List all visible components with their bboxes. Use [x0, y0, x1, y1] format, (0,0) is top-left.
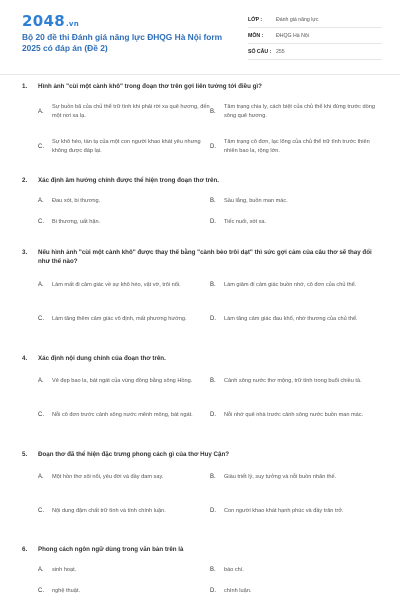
option-text: báo chí.: [224, 567, 244, 573]
answer-option-d[interactable]: [210, 587, 382, 596]
option-letter: D.: [210, 143, 216, 150]
option-letter: D.: [210, 219, 216, 226]
question-text: Xác định âm hưởng chính được thể hiện trong đoạn thơ trên.: [38, 177, 219, 184]
option-text: Nỗi nhớ quê nhà trước cảnh sông nước buồn man mác.: [224, 412, 364, 418]
question-number: 3.: [22, 249, 28, 256]
site-logo[interactable]: [22, 12, 79, 30]
document-title: Bộ 20 đề thi Đánh giá năng lực ĐHQG Hà Nội form 2025 có đáp án (Đề 2): [22, 32, 223, 53]
option-letter: D.: [210, 316, 216, 323]
meta-table: [248, 12, 382, 60]
logo-suffix: .vn: [65, 20, 80, 28]
question-text: Đoạn thơ đã thể hiện đặc trưng phong cách gì của thơ Huy Cận?: [38, 451, 230, 458]
option-letter: D.: [210, 412, 216, 419]
question-number: 4.: [22, 355, 28, 362]
meta-row-subject: [248, 28, 382, 44]
answer-option-a[interactable]: [38, 566, 216, 575]
question-title: [22, 354, 382, 363]
option-letter: C.: [38, 508, 44, 515]
question-1: [22, 82, 382, 154]
option-letter: C.: [38, 219, 44, 226]
answer-option-a[interactable]: [38, 281, 216, 290]
option-letter: C.: [38, 412, 44, 419]
option-text: Làm tăng cảm giác đau khổ, nhớ thương của chủ thể.: [224, 316, 358, 322]
option-text: Làm mất đi cảm giác về sự khô héo, vật vờ, trôi nổi.: [52, 282, 181, 288]
answer-option-c[interactable]: [38, 138, 216, 155]
answer-option-d[interactable]: [210, 315, 382, 324]
question-title: [22, 545, 382, 554]
question-text: Nếu hình ảnh "cùi một cành khô" được thay thế bằng "cành bèo trôi dạt" thì sức gợi cảm của câu thơ sẽ thay đổi như thế nào?: [38, 249, 372, 265]
option-letter: A.: [38, 198, 44, 205]
question-number: 6.: [22, 546, 28, 553]
answer-option-b[interactable]: [210, 566, 382, 575]
question-3: [22, 248, 382, 323]
question-title: [22, 82, 382, 91]
answer-option-b[interactable]: [210, 377, 382, 386]
option-letter: B.: [210, 108, 216, 115]
meta-label: MÔN :: [248, 32, 264, 39]
answer-option-c[interactable]: [38, 218, 216, 227]
logo-text: 2048: [22, 12, 65, 30]
meta-row-class: [248, 12, 382, 28]
option-text: Cảnh sông nước thơ mộng, trữ tình trong buổi chiều tà.: [224, 378, 362, 384]
answer-option-b[interactable]: [210, 103, 382, 120]
option-text: Giàu triết lý, suy tưởng và nỗi buồn nhân thế.: [224, 474, 337, 480]
meta-value: 255: [276, 48, 285, 55]
answer-option-c[interactable]: [38, 315, 216, 324]
question-6: [22, 545, 382, 595]
option-text: Bi thương, uất hận.: [52, 219, 101, 225]
option-text: Tâm trạng cô đơn, lạc lõng của chủ thể trữ tình trước thiên nhiên bao la, rộng lớn.: [224, 139, 370, 154]
option-text: Làm tăng thêm cảm giác vô định, mất phương hướng.: [52, 316, 187, 322]
option-text: Một hồn thơ sôi nổi, yêu đời và đầy đam say.: [52, 474, 164, 480]
answer-option-a[interactable]: [38, 103, 216, 120]
option-letter: B.: [210, 378, 216, 385]
meta-label: SỐ CÂU :: [248, 48, 272, 55]
option-text: Vẻ đẹp bao la, bát ngát của vùng đồng bằng sông Hồng.: [52, 378, 193, 384]
answer-option-a[interactable]: [38, 197, 216, 206]
option-text: nghệ thuật.: [52, 588, 80, 594]
question-title: [22, 450, 382, 459]
question-5: [22, 450, 382, 515]
question-text: Xác định nội dung chính của đoạn thơ trên.: [38, 355, 166, 362]
option-letter: B.: [210, 567, 216, 574]
option-letter: A.: [38, 567, 44, 574]
meta-row-count: [248, 44, 382, 60]
question-title: [22, 248, 382, 266]
option-text: Sầu lắng, buồn man mác.: [224, 198, 288, 204]
question-4: [22, 354, 382, 419]
answer-option-d[interactable]: [210, 411, 382, 420]
option-letter: C.: [38, 143, 44, 150]
option-text: Sự buồn bã của chủ thể trữ tình khi phải rời xa quê hương, đến một nơi xa lạ.: [52, 104, 210, 119]
option-letter: A.: [38, 378, 44, 385]
answer-option-d[interactable]: [210, 218, 382, 227]
option-text: Làm giảm đi cảm giác buồn nhớ, cô đơn của chủ thể.: [224, 282, 357, 288]
answer-option-a[interactable]: [38, 377, 216, 386]
option-letter: A.: [38, 108, 44, 115]
meta-label: LỚP :: [248, 16, 263, 23]
option-letter: D.: [210, 588, 216, 595]
option-text: Nỗi cô đơn trước cảnh sông nước mênh mông, bát ngát.: [52, 412, 193, 418]
answer-option-c[interactable]: [38, 507, 216, 516]
question-text: Phong cách ngôn ngữ dùng trong văn bản trên là: [38, 546, 184, 553]
option-letter: C.: [38, 588, 44, 595]
option-letter: B.: [210, 474, 216, 481]
answer-option-d[interactable]: [210, 507, 382, 516]
option-text: Tâm trạng chia ly, cách biệt của chủ thể khi đứng trước dòng sông quê hương.: [224, 104, 375, 119]
option-text: Đau xót, bi thương.: [52, 198, 101, 204]
option-letter: C.: [38, 316, 44, 323]
option-text: Con người khao khát hạnh phúc và đầy trăn trở.: [224, 508, 344, 514]
answer-option-d[interactable]: [210, 138, 382, 155]
option-letter: A.: [38, 474, 44, 481]
answer-option-c[interactable]: [38, 411, 216, 420]
option-text: Tiếc nuối, xót xa.: [224, 219, 267, 225]
answer-option-a[interactable]: [38, 473, 216, 482]
answer-option-b[interactable]: [210, 281, 382, 290]
option-text: sinh hoạt.: [52, 567, 77, 573]
question-text: Hình ảnh "cùi một cành khô" trong đoạn thơ trên gợi liên tưởng tới điều gì?: [38, 83, 262, 90]
answer-option-b[interactable]: [210, 197, 382, 206]
question-title: [22, 176, 382, 185]
option-text: Nội dung đậm chất trữ tình và tính chính luận.: [52, 508, 166, 514]
question-number: 5.: [22, 451, 28, 458]
option-letter: B.: [210, 198, 216, 205]
answer-option-c[interactable]: [38, 587, 216, 596]
question-2: [22, 176, 382, 226]
header-divider: [0, 74, 400, 75]
option-text: chính luận.: [224, 588, 252, 594]
document-header: [0, 0, 400, 70]
option-letter: B.: [210, 282, 216, 289]
answer-option-b[interactable]: [210, 473, 382, 482]
option-text: Sự khô héo, tàn tạ của một con người khao khát yêu nhưng không được đáp lại.: [52, 139, 201, 154]
question-number: 1.: [22, 83, 28, 90]
question-number: 2.: [22, 177, 28, 184]
option-letter: A.: [38, 282, 44, 289]
option-letter: D.: [210, 508, 216, 515]
meta-value: Đánh giá năng lực: [276, 16, 319, 23]
meta-value: ĐHQG Hà Nội: [276, 32, 309, 39]
